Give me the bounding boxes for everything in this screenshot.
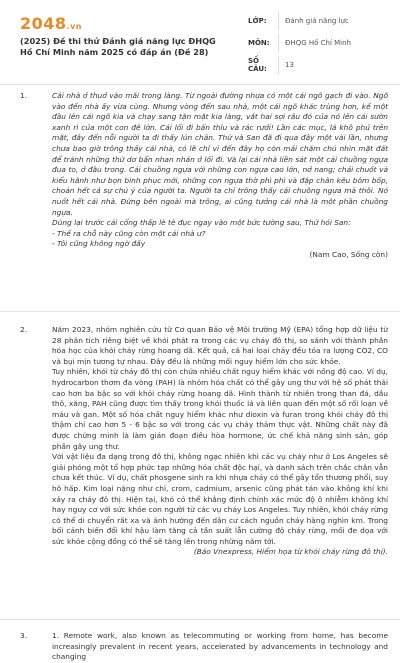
page-header: [0, 0, 400, 85]
question-number: 3.: [20, 631, 28, 640]
question-number: 2.: [20, 325, 28, 334]
logo-suffix: .vn: [66, 22, 82, 31]
meta-label: LỚP:: [248, 17, 267, 25]
passage-source: (Nam Cao, Sống còn): [309, 249, 388, 259]
question-body: [52, 325, 388, 558]
passage-paragraph: Cái nhà ở thuở vào mãi trong làng. Từ ngoài đường nhựa có một cái ngõ gạch đi vào. Ngõ vào đến nhà ấy vừa cùng. Nhưng vòng đến sau nhà, một cái ngõ khác trùng hơn, kế một đầu lên cái ngõ kia và chạy sang tận mặt kia làng, vắt hai sợi râu đó của nó lên cái sườn xanh rì của một con đê lớn. Cái lối đi bấn thỉu và rác rưởi! Lần các mục, lá khô phủ trên mặt, đây đến nỗi người ta đi thấy lún chân. Thứ và San đã đi qua đây một vài lần, nhưng chưa bao giờ trông thấy cái nhà, có lẽ chỉ vì đến đây họ còn mải chăm chú nhìn mặt đất để tránh những thứ dơ bẩn nhan nhản ở lối đi. Và lại cái nhà liền sát một cái chuồng ngựa đua to, ở đầu trong. Cái chuồng ngựa với những con ngựa cao lớn, nở nang; chải chuốt và kiểu hãnh như bọn binh phục mới, những con ngựa thờ phì phì và đập chân kêu bôm bốp, choán hết cả sự chú ý của người ta. Người ta chỉ trông thấy cái chuồng ngựa mà thôi. Nó nuốt hết cái nhà. Đứng bên ngoài mà trông, ai cũng tưởng cái nhà là một phần chuồng ngựa.: [52, 91, 388, 217]
passage-paragraph: Dùng lại trước cái cổng thấp lè tè đục ngay vào một bức tường sau, Thứ hỏi San:: [52, 218, 351, 228]
meta-value: 13: [285, 61, 294, 69]
page-title: (2025) Đề thi thử Đánh giá năng lực ĐHQG Hồ Chí Minh năm 2025 có đáp án (Đề 28): [20, 36, 216, 57]
meta-row-class: [248, 10, 388, 32]
meta-row-count: [248, 54, 388, 76]
question-body: [52, 631, 388, 663]
logo-text: 2048: [20, 14, 67, 33]
passage-paragraph: Năm 2023, nhóm nghiên cứu từ Cơ quan Bảo vệ Môi trường Mỹ (EPA) tổng hợp dữ liệu từ 28 phân tích riêng biệt về khói phát ra trong các vụ cháy đô thị, so sánh với thành phần hóa học của khói cháy rừng hoang dã. Kết quả, cả hai loại cháy đều tỏa ra lượng CO2, CO và bụi mịn tương tự nhau. Đây đều là những mối nguy hiểm lớn cho sức khỏe.: [52, 325, 388, 366]
meta-label: MÔN:: [248, 39, 270, 47]
meta-row-subject: [248, 32, 388, 54]
meta-divider: [278, 12, 279, 30]
site-logo[interactable]: [20, 14, 82, 33]
passage-paragraph: - Tôi cũng không ngờ đấy: [52, 239, 146, 249]
question-body: [52, 91, 388, 261]
meta-value: Đánh giá năng lực: [285, 17, 349, 25]
meta-label: SỐ CÂU:: [248, 57, 267, 73]
exam-meta: [248, 10, 388, 76]
passage-paragraph: 1. Remote work, also known as telecommuting or working from home, has become increasingly prevalent in recent years, accelerated by advancements in technology and changing: [52, 631, 388, 662]
question-divider: [0, 619, 400, 620]
passage-source: (Báo Vnexpress, Hiểm họa từ khói cháy rừng đô thị).: [193, 547, 388, 557]
passage-paragraph: Tuy nhiên, khói từ cháy đô thị còn chứa nhiều chất nguy hiểm khác với nồng độ cao. Ví dụ, hydrocarbon thơm đa vòng (PAH) là nhóm hóa chất có thể gây ung thư với hệ số phát thải cao hơn ba bậc so với khói cháy rừng hoang dã. Hình thành từ nhiên trong than đá, dầu thô, xăng, PAH cũng được tìm thấy trong khói thuốc lá và liên quan đến một số rối loạn về máu và gan. Một số hóa chất nguy hiểm khác như dioxin và furan trong khói cháy đô thị thậm chí cao hơn 5 - 6 bậc so với trong các vụ cháy thảm thực vật. Những chất này đã được chứng minh là làm gián đoạn điều hòa hormone, ức chế khả năng sinh sản, góp phần gây ung thư.: [52, 367, 388, 451]
meta-divider: [278, 34, 279, 52]
question-divider: [0, 311, 400, 312]
passage-paragraph: - Thế ra chỗ này cũng còn một cái nhà ư?: [52, 228, 206, 238]
passage-paragraph: Với vật liệu đa dạng trong đô thị, không ngạc nhiên khi các vụ cháy như ở Los Angeles sẽ giải phóng một tổ hợp phức tạp những hóa chất độc hại, và danh sách trên chắc chắn vẫn chưa kết thúc. Ví dụ, chất phosgene sinh ra khi nhựa cháy có thể gây tổn thương phổi, suy hô hấp. Kim loại nặng như chì, crom, cadmium, arsenic cũng phát tán vào không khí khi xảy ra cháy đô thị. Hiện tại, khó có thể khẳng định chính xác mức độ ô nhiễm không khí hay nguy cơ với sức khỏe con người từ các vụ cháy Los Angeles. Tuy nhiên, khói cháy rừng có thể di chuyển rất xa và ảnh hưởng đến dân cư cách nguồn cháy hàng nghìn km. Trong bối cảnh biến đổi khí hậu làm tăng cả tần suất lẫn cường độ cháy rừng, mối đe dọa với sức khỏe cộng đồng có thể sẽ tăng lên trong những năm tới.: [52, 452, 388, 546]
meta-divider: [278, 56, 279, 74]
question-number: 1.: [20, 91, 28, 100]
meta-value: ĐHQG Hồ Chí Minh: [285, 39, 351, 47]
